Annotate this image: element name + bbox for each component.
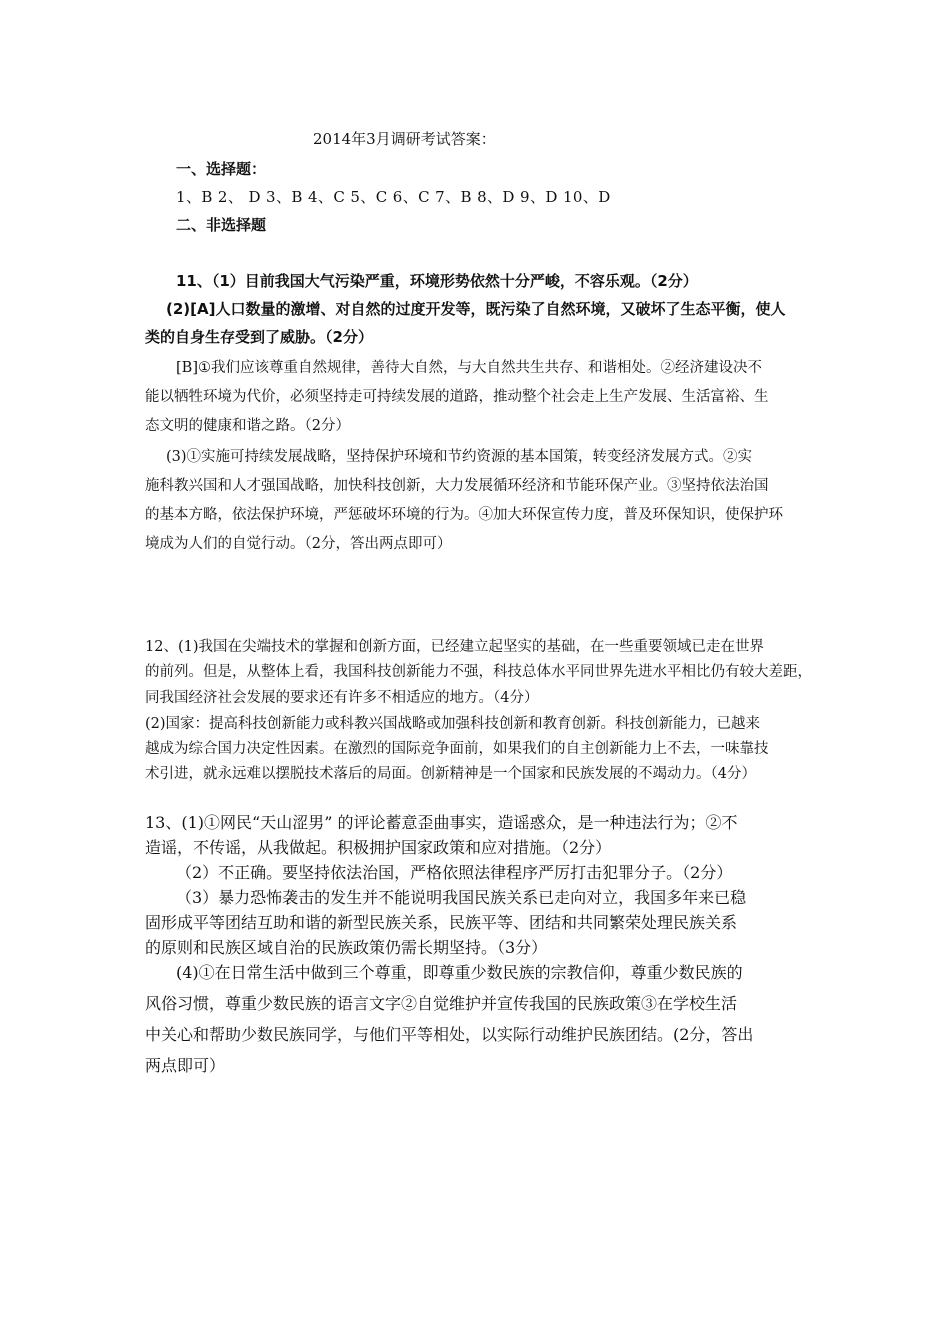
q12-line: 的前列。但是，从整体上看，我国科技创新能力不强，科技总体水平同世界先进水平相比仍有较大差距，	[145, 664, 812, 680]
q13-line: 13、(1)①网民“天山涩男” 的评论蓄意歪曲事实，造谣惑众，是一种违法行为；②不	[145, 813, 738, 832]
q13-line: （3）暴力恐怖袭击的发生并不能说明我国民族关系已走向对立，我国多年来已稳	[176, 888, 747, 907]
q12-line: 越成为综合国力决定性因素。在激烈的国际竞争面前，如果我们的自主创新能力上不去，一味靠技	[145, 741, 769, 757]
q13-line: 两点即可）	[145, 1056, 226, 1075]
q11-line: (3)①实施可持续发展战略，坚持保护环境和节约资源的基本国策，转变经济发展方式。②实	[166, 449, 753, 465]
q11-line: 11、（1）目前我国大气污染严重，环境形势依然十分严峻，不容乐观。（2分）	[176, 272, 698, 290]
section-heading-choice: 一、选择题：	[176, 160, 267, 178]
section-heading-nonchoice: 二、非选择题	[176, 216, 267, 234]
multiple-choice-answers: 1、B 2、 D 3、B 4、C 5、C 6、C 7、B 8、D 9、D 10、D	[176, 188, 611, 206]
q12-line: 术引进，就永远难以摆脱技术落后的局面。创新精神是一个国家和民族发展的不竭动力。（4分）	[145, 766, 756, 782]
q11-line: 能以牺牲环境为代价，必须坚持走可持续发展的道路，推动整个社会走上生产发展、生活富裕、生	[145, 389, 769, 405]
q11-line: 的基本方略，依法保护环境，严惩破坏环境的行为。④加大环保宣传力度，普及环保知识，使保护环	[145, 507, 783, 523]
q13-line: 造谣，不传谣，从我做起。积极拥护国家政策和应对措施。（2分）	[145, 838, 612, 857]
q11-line: 态文明的健康和谐之路。（2分）	[145, 418, 350, 434]
q11-line: (2)[A]人口数量的激增、对自然的过度开发等，既污染了自然环境，又破坏了生态平衡，使人	[166, 300, 786, 318]
q11-line: [B]①我们应该尊重自然规律，善待大自然，与大自然共生共存、和谐相处。②经济建设决不	[176, 360, 762, 376]
q13-line: (4)①在日常生活中做到三个尊重，即尊重少数民族的宗教信仰，尊重少数民族的	[176, 963, 743, 982]
q12-line: 12、(1)我国在尖端技术的掌握和创新方面，已经建立起坚实的基础，在一些重要领域已走在世界	[145, 639, 764, 655]
q11-line: 类的自身生存受到了威胁。（2分）	[145, 328, 373, 346]
q12-line: 同我国经济社会发展的要求还有许多不相适应的地方。（4分）	[145, 690, 539, 706]
document-title: 2014年3月调研考试答案：	[313, 130, 496, 148]
q13-line: （2）不正确。要坚持依法治国，严格依照法律程序严厉打击犯罪分子。（2分）	[176, 863, 733, 882]
q13-line: 风俗习惯，尊重少数民族的语言文字②自觉维护并宣传我国的民族政策③在学校生活	[145, 994, 738, 1013]
q13-line: 中关心和帮助少数民族同学，与他们平等相处，以实际行动维护民族团结。(2分，答出	[145, 1025, 754, 1044]
q11-line: 施科教兴国和人才强国战略，加快科技创新，大力发展循环经济和节能环保产业。③坚持依法治国	[145, 478, 769, 494]
q11-line: 境成为人们的自觉行动。（2分，答出两点即可）	[145, 536, 452, 552]
q12-line: (2)国家：提高科技创新能力或科教兴国战略或加强科技创新和教育创新。科技创新能力，已越来	[145, 716, 761, 732]
q13-line: 固形成平等团结互助和谐的新型民族关系，民族平等、团结和共同繁荣处理民族关系	[145, 913, 738, 932]
q13-line: 的原则和民族区域自治的民族政策仍需长期坚持。（3分）	[145, 938, 548, 957]
